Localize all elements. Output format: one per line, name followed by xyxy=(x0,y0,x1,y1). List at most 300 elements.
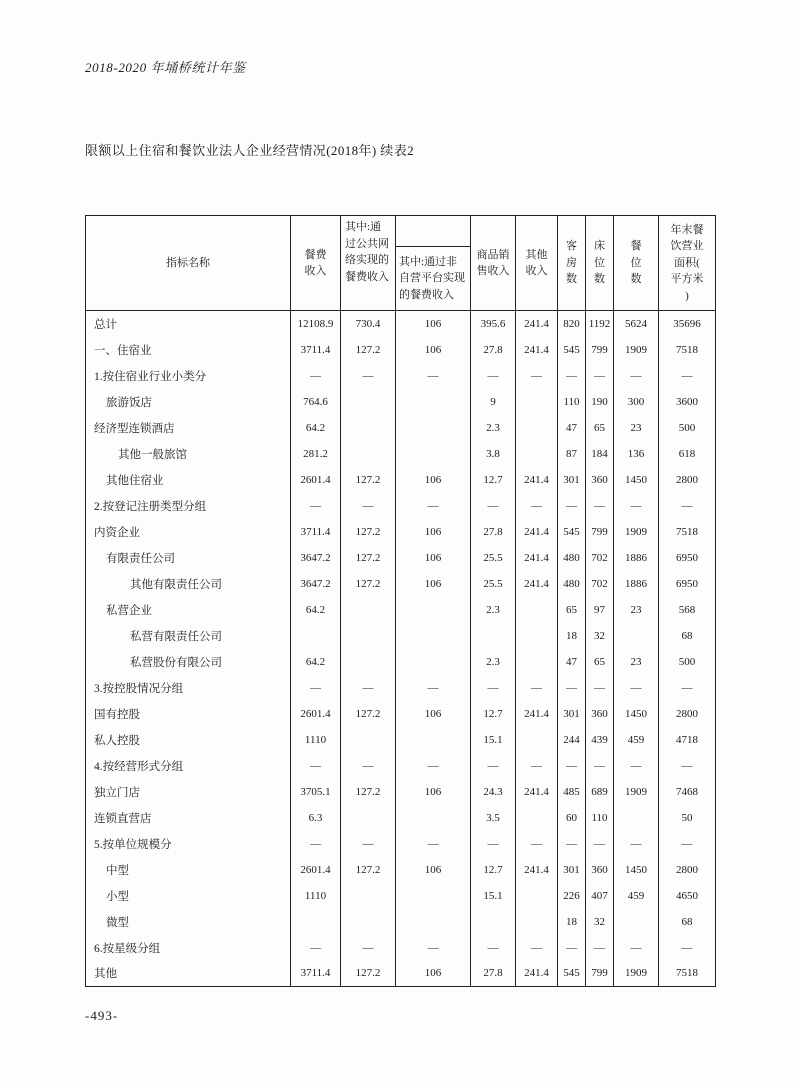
table-cell: 301 xyxy=(558,467,586,493)
table-cell: — xyxy=(471,675,516,701)
table-cell: 6950 xyxy=(659,545,716,571)
table-row xyxy=(86,701,716,727)
table-cell: 106 xyxy=(396,545,471,571)
row-label: 其他一般旅馆 xyxy=(118,448,187,461)
table-cell xyxy=(341,415,396,441)
table-cell: — xyxy=(291,675,341,701)
table-cell: 300 xyxy=(614,389,659,415)
table-row xyxy=(86,467,716,493)
header-beds-count-label: 床位数 xyxy=(594,240,605,286)
table-row xyxy=(86,805,716,831)
table-cell: — xyxy=(586,753,614,779)
table-cell: 2601.4 xyxy=(291,467,341,493)
row-label: 其他 xyxy=(94,968,117,981)
table-cell: — xyxy=(558,363,586,389)
table-cell: — xyxy=(659,363,716,389)
table-row xyxy=(86,363,716,389)
table-row xyxy=(86,571,716,597)
table-cell: 127.2 xyxy=(341,545,396,571)
table-cell: 2800 xyxy=(659,701,716,727)
table-row xyxy=(86,727,716,753)
table-cell: 241.4 xyxy=(516,571,558,597)
table-cell: 3600 xyxy=(659,389,716,415)
table-cell: — xyxy=(396,831,471,857)
table-cell: 241.4 xyxy=(516,961,558,987)
table-cell: 2601.4 xyxy=(291,701,341,727)
table-cell: 47 xyxy=(558,649,586,675)
table-row xyxy=(86,597,716,623)
table-cell: 64.2 xyxy=(291,649,341,675)
table-cell xyxy=(291,623,341,649)
table-cell xyxy=(396,389,471,415)
header-non-self-platform-income xyxy=(396,216,471,311)
table-cell: — xyxy=(586,935,614,961)
table-cell: 7518 xyxy=(659,961,716,987)
table-cell xyxy=(341,649,396,675)
table-cell: 480 xyxy=(558,545,586,571)
table-cell: 360 xyxy=(586,467,614,493)
table-cell: 27.8 xyxy=(471,519,516,545)
table-cell: — xyxy=(291,935,341,961)
row-label: 4.按经营形式分组 xyxy=(94,760,184,773)
table-cell: — xyxy=(614,935,659,961)
row-label: 1.按住宿业行业小类分 xyxy=(94,370,207,383)
table-cell: 545 xyxy=(558,337,586,363)
table-cell: — xyxy=(291,831,341,857)
table-cell: — xyxy=(516,935,558,961)
table-cell: 244 xyxy=(558,727,586,753)
table-cell: — xyxy=(614,753,659,779)
table-cell: 545 xyxy=(558,961,586,987)
table-cell: 127.2 xyxy=(341,571,396,597)
table-cell: 127.2 xyxy=(341,779,396,805)
table-cell xyxy=(516,389,558,415)
table-cell: 7518 xyxy=(659,337,716,363)
table-cell: 15.1 xyxy=(471,727,516,753)
row-label: 一、住宿业 xyxy=(94,344,152,357)
table-cell: 65 xyxy=(586,415,614,441)
table-cell: 106 xyxy=(396,519,471,545)
table-cell: 18 xyxy=(558,909,586,935)
table-cell: — xyxy=(614,493,659,519)
header-non-self-platform-label: 其中:通过非自营平台实现的餐费收入 xyxy=(399,255,465,301)
table-cell: 395.6 xyxy=(471,311,516,337)
table-cell: — xyxy=(558,831,586,857)
table-cell: 1450 xyxy=(614,857,659,883)
table-cell: 25.5 xyxy=(471,545,516,571)
header-other-income xyxy=(516,216,558,311)
table-cell: 3.5 xyxy=(471,805,516,831)
table-cell: 702 xyxy=(586,571,614,597)
table-cell: 106 xyxy=(396,467,471,493)
header-goods-sales-label: 商品销售收入 xyxy=(476,248,510,277)
row-label: 连锁直营店 xyxy=(94,812,152,825)
row-label: 私人控股 xyxy=(94,734,140,747)
table-cell: 106 xyxy=(396,961,471,987)
table-cell: — xyxy=(558,753,586,779)
table-cell: 127.2 xyxy=(341,961,396,987)
table-cell: — xyxy=(614,675,659,701)
table-row xyxy=(86,883,716,909)
table-cell: — xyxy=(341,831,396,857)
table-cell: — xyxy=(659,753,716,779)
table-cell: 702 xyxy=(586,545,614,571)
table-cell xyxy=(516,727,558,753)
table-cell: — xyxy=(471,935,516,961)
header-meal-income xyxy=(291,216,341,311)
header-seats-count-label: 餐位数 xyxy=(630,240,642,286)
table-cell: 6950 xyxy=(659,571,716,597)
table-cell xyxy=(396,415,471,441)
table-cell: 459 xyxy=(614,727,659,753)
table-cell: 4650 xyxy=(659,883,716,909)
table-cell: 4718 xyxy=(659,727,716,753)
header-dining-area-label: 年末餐饮营业面积(平方米) xyxy=(670,223,704,302)
table-cell: — xyxy=(341,675,396,701)
table-cell xyxy=(516,415,558,441)
table-cell: 87 xyxy=(558,441,586,467)
table-cell: 136 xyxy=(614,441,659,467)
table-cell: 241.4 xyxy=(516,545,558,571)
table-cell: — xyxy=(614,831,659,857)
table-cell: 12.7 xyxy=(471,467,516,493)
row-label: 私营企业 xyxy=(106,604,152,617)
table-cell xyxy=(516,649,558,675)
table-cell: 1909 xyxy=(614,519,659,545)
header-public-network-income-label: 其中:通过公共网络实现的餐费收入 xyxy=(345,221,389,283)
table-cell: 35696 xyxy=(659,311,716,337)
table-cell: 12.7 xyxy=(471,857,516,883)
table-row xyxy=(86,415,716,441)
table-cell: — xyxy=(471,831,516,857)
table-cell: 3.8 xyxy=(471,441,516,467)
table-cell: 25.5 xyxy=(471,571,516,597)
table-row xyxy=(86,857,716,883)
table-cell: 12.7 xyxy=(471,701,516,727)
table-cell: — xyxy=(291,493,341,519)
table-title: 限额以上住宿和餐饮业法人企业经营情况(2018年) 续表2 xyxy=(85,143,415,158)
header-public-network-income xyxy=(341,216,396,311)
table-row xyxy=(86,337,716,363)
table-cell: 3711.4 xyxy=(291,961,341,987)
table-cell: — xyxy=(586,363,614,389)
table-row xyxy=(86,649,716,675)
table-cell: 106 xyxy=(396,571,471,597)
table-cell: 301 xyxy=(558,701,586,727)
table-row xyxy=(86,779,716,805)
table-cell: 480 xyxy=(558,571,586,597)
table-cell: 32 xyxy=(586,909,614,935)
table-cell: 2.3 xyxy=(471,649,516,675)
table-cell: 1450 xyxy=(614,701,659,727)
table-cell: — xyxy=(291,753,341,779)
table-cell: 689 xyxy=(586,779,614,805)
table-cell: 500 xyxy=(659,415,716,441)
table-cell: 799 xyxy=(586,961,614,987)
table-cell: — xyxy=(396,493,471,519)
table-cell: 190 xyxy=(586,389,614,415)
table-cell: 32 xyxy=(586,623,614,649)
table-cell: — xyxy=(659,493,716,519)
table-cell xyxy=(341,389,396,415)
table-cell: — xyxy=(341,753,396,779)
table-cell: 5624 xyxy=(614,311,659,337)
table-cell: — xyxy=(558,935,586,961)
table-cell: 106 xyxy=(396,311,471,337)
table-row xyxy=(86,961,716,987)
table-cell: — xyxy=(659,831,716,857)
table-cell: 6.3 xyxy=(291,805,341,831)
table-cell xyxy=(396,441,471,467)
table-row xyxy=(86,935,716,961)
table-cell xyxy=(516,883,558,909)
table-cell: — xyxy=(516,753,558,779)
table-cell: 3705.1 xyxy=(291,779,341,805)
table-cell: — xyxy=(558,675,586,701)
header-rooms-count xyxy=(558,216,586,311)
table-cell: 23 xyxy=(614,415,659,441)
table-cell: 1909 xyxy=(614,779,659,805)
table-row xyxy=(86,831,716,857)
table-cell: — xyxy=(291,363,341,389)
table-cell: — xyxy=(471,753,516,779)
table-cell xyxy=(516,805,558,831)
table-cell: 127.2 xyxy=(341,467,396,493)
table-cell: 1110 xyxy=(291,883,341,909)
table-cell: 68 xyxy=(659,623,716,649)
table-row xyxy=(86,441,716,467)
table-cell: 127.2 xyxy=(341,857,396,883)
table-cell xyxy=(396,727,471,753)
table-cell: — xyxy=(396,675,471,701)
table-cell xyxy=(516,623,558,649)
table-cell xyxy=(396,649,471,675)
table-row xyxy=(86,909,716,935)
table-cell xyxy=(341,441,396,467)
table-cell: 3711.4 xyxy=(291,519,341,545)
table-cell: — xyxy=(396,363,471,389)
table-cell: 799 xyxy=(586,337,614,363)
table-cell: 1192 xyxy=(586,311,614,337)
row-label: 内资企业 xyxy=(94,526,140,539)
table-cell xyxy=(291,909,341,935)
table-cell: 106 xyxy=(396,701,471,727)
table-cell: — xyxy=(516,363,558,389)
table-cell: 1909 xyxy=(614,337,659,363)
table-cell: 106 xyxy=(396,857,471,883)
table-cell: 485 xyxy=(558,779,586,805)
table-cell: 799 xyxy=(586,519,614,545)
table-cell: — xyxy=(396,753,471,779)
table-cell: 65 xyxy=(558,597,586,623)
row-label: 3.按控股情况分组 xyxy=(94,682,184,695)
table-cell: 97 xyxy=(586,597,614,623)
table-cell: — xyxy=(341,935,396,961)
header-rooms-count-label: 客房数 xyxy=(566,240,577,286)
table-cell: — xyxy=(659,675,716,701)
table-cell: 241.4 xyxy=(516,701,558,727)
table-cell: — xyxy=(558,493,586,519)
table-cell: 226 xyxy=(558,883,586,909)
table-cell: 568 xyxy=(659,597,716,623)
table-cell xyxy=(341,909,396,935)
table-cell: — xyxy=(659,935,716,961)
table-cell: — xyxy=(471,363,516,389)
table-cell: 127.2 xyxy=(341,519,396,545)
header-seats-count xyxy=(614,216,659,311)
row-label: 经济型连锁酒店 xyxy=(94,422,175,435)
table-cell xyxy=(341,623,396,649)
header-goods-sales-income xyxy=(471,216,516,311)
table-cell: 764.6 xyxy=(291,389,341,415)
table-cell: — xyxy=(586,831,614,857)
header-row xyxy=(86,216,716,311)
table-cell: 24.3 xyxy=(471,779,516,805)
table-cell: 1886 xyxy=(614,545,659,571)
row-label: 有限责任公司 xyxy=(106,552,175,565)
table-cell: 241.4 xyxy=(516,779,558,805)
table-cell xyxy=(471,623,516,649)
row-label: 2.按登记注册类型分组 xyxy=(94,500,207,513)
table-cell: 27.8 xyxy=(471,337,516,363)
table-cell: — xyxy=(516,675,558,701)
table-cell: 23 xyxy=(614,597,659,623)
table-cell: 241.4 xyxy=(516,337,558,363)
table-cell: 3647.2 xyxy=(291,571,341,597)
table-cell: 1110 xyxy=(291,727,341,753)
header-non-self-platform-subcell xyxy=(396,246,470,310)
table-cell xyxy=(396,805,471,831)
table-cell: 241.4 xyxy=(516,311,558,337)
header-indicator-name-label: 指标名称 xyxy=(166,256,210,269)
table-cell: 618 xyxy=(659,441,716,467)
table-cell: 18 xyxy=(558,623,586,649)
row-label: 国有控股 xyxy=(94,708,140,721)
table-cell: 64.2 xyxy=(291,597,341,623)
row-label: 独立门店 xyxy=(94,786,140,799)
table-cell xyxy=(614,805,659,831)
table-cell xyxy=(396,597,471,623)
table-cell: 1450 xyxy=(614,467,659,493)
table-cell: 545 xyxy=(558,519,586,545)
table-cell xyxy=(396,909,471,935)
table-cell: 68 xyxy=(659,909,716,935)
header-indicator-name xyxy=(86,216,291,311)
table-cell xyxy=(341,805,396,831)
table-cell: 64.2 xyxy=(291,415,341,441)
table-cell: 2800 xyxy=(659,467,716,493)
table-row xyxy=(86,389,716,415)
table-cell: 50 xyxy=(659,805,716,831)
table-cell: 407 xyxy=(586,883,614,909)
table-body xyxy=(86,311,716,987)
table-cell: 2.3 xyxy=(471,415,516,441)
table-cell xyxy=(396,623,471,649)
row-label: 5.按单位规模分 xyxy=(94,838,172,851)
row-label: 旅游饭店 xyxy=(106,396,152,409)
table-cell: 439 xyxy=(586,727,614,753)
table-cell: 2601.4 xyxy=(291,857,341,883)
table-row xyxy=(86,675,716,701)
table-cell: — xyxy=(516,493,558,519)
statistics-table xyxy=(85,215,716,987)
table-cell: 241.4 xyxy=(516,519,558,545)
table-cell xyxy=(614,909,659,935)
table-row xyxy=(86,311,716,337)
table-cell: 110 xyxy=(586,805,614,831)
table-cell: — xyxy=(614,363,659,389)
table-cell: — xyxy=(396,935,471,961)
table-cell: 60 xyxy=(558,805,586,831)
table-row xyxy=(86,493,716,519)
table-row xyxy=(86,623,716,649)
table-cell: 15.1 xyxy=(471,883,516,909)
table-cell: 9 xyxy=(471,389,516,415)
table-cell: 47 xyxy=(558,415,586,441)
row-label: 私营股份有限公司 xyxy=(130,656,222,669)
table-header xyxy=(86,216,716,311)
table-cell xyxy=(341,883,396,909)
table-cell: 459 xyxy=(614,883,659,909)
table-cell: 360 xyxy=(586,701,614,727)
table-cell: 106 xyxy=(396,779,471,805)
table-cell: 3711.4 xyxy=(291,337,341,363)
table-cell: 3647.2 xyxy=(291,545,341,571)
table-cell xyxy=(516,441,558,467)
table-cell xyxy=(471,909,516,935)
row-label: 微型 xyxy=(106,916,129,929)
header-meal-income-label: 餐费收入 xyxy=(304,248,327,277)
table-cell: 1886 xyxy=(614,571,659,597)
table-cell xyxy=(341,727,396,753)
table-row xyxy=(86,753,716,779)
header-dining-area xyxy=(659,216,716,311)
table-cell: 2800 xyxy=(659,857,716,883)
table-row xyxy=(86,519,716,545)
table-cell: — xyxy=(341,363,396,389)
row-label: 小型 xyxy=(106,890,129,903)
table-cell: — xyxy=(341,493,396,519)
table-cell: 360 xyxy=(586,857,614,883)
header-beds-count xyxy=(586,216,614,311)
table-cell: — xyxy=(516,831,558,857)
table-cell xyxy=(341,597,396,623)
table-cell: 106 xyxy=(396,337,471,363)
table-cell: 127.2 xyxy=(341,337,396,363)
table-cell: 1909 xyxy=(614,961,659,987)
row-label: 私营有限责任公司 xyxy=(130,630,222,643)
table-cell: 23 xyxy=(614,649,659,675)
book-title: 2018-2020 年埇桥统计年鉴 xyxy=(85,60,246,75)
row-label: 中型 xyxy=(106,864,129,877)
table-cell xyxy=(614,623,659,649)
row-label: 6.按星级分组 xyxy=(94,942,161,955)
table-cell: 301 xyxy=(558,857,586,883)
table-cell: 127.2 xyxy=(341,701,396,727)
table-cell: 7518 xyxy=(659,519,716,545)
table-cell xyxy=(516,597,558,623)
table-cell: 65 xyxy=(586,649,614,675)
table-cell: 730.4 xyxy=(341,311,396,337)
table-cell: 820 xyxy=(558,311,586,337)
row-label: 其他有限责任公司 xyxy=(130,578,222,591)
table-cell: 184 xyxy=(586,441,614,467)
table-cell xyxy=(396,883,471,909)
header-other-income-label: 其他收入 xyxy=(525,248,548,277)
table-cell: 27.8 xyxy=(471,961,516,987)
table-cell: 500 xyxy=(659,649,716,675)
table-cell: 7468 xyxy=(659,779,716,805)
